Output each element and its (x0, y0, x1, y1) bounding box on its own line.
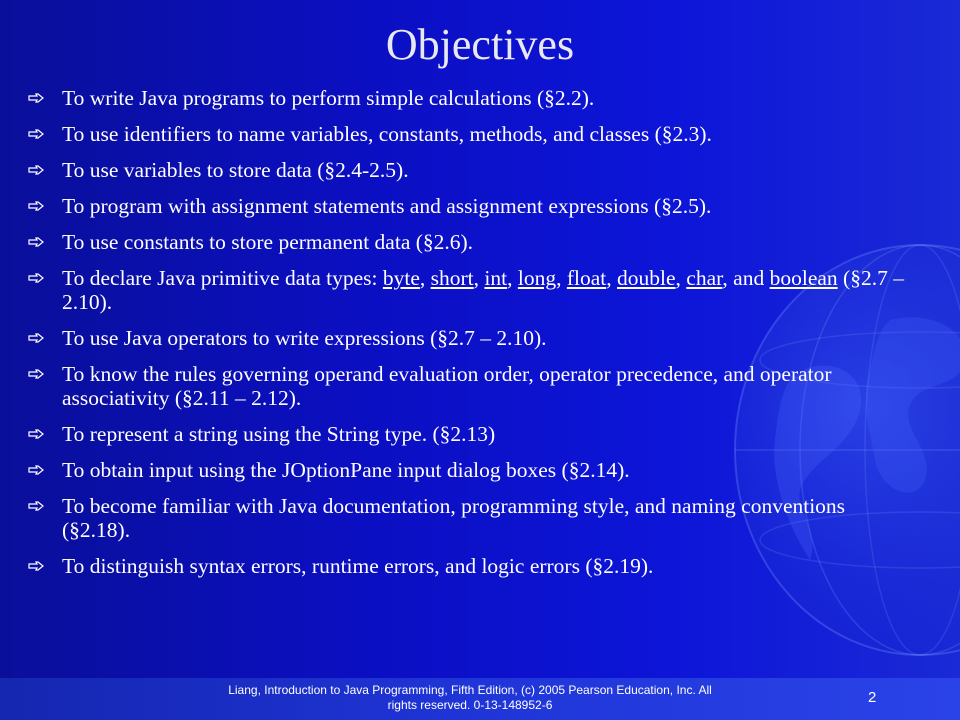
bullet-item (28, 194, 908, 218)
bullet-text: To distinguish syntax errors, runtime errors, and logic errors (§2.19). (62, 554, 654, 578)
objectives-list (28, 86, 908, 590)
type-double: double (617, 266, 676, 290)
type-int: int (484, 266, 508, 290)
separator: , (473, 266, 485, 290)
bullet-item (28, 326, 908, 350)
bullet-item (28, 362, 908, 410)
type-char: char (686, 266, 723, 290)
footer-line-1: Liang, Introduction to Java Programming, Fifth Edition, (c) 2005 Pearson Education, Inc. All (228, 683, 712, 697)
separator: , (419, 266, 431, 290)
pointing-hand-icon (28, 331, 44, 345)
type-byte: byte (382, 266, 420, 290)
bullet-item-data-types (28, 266, 908, 314)
bullet-text: To represent a string using the String type. (§2.13) (62, 422, 496, 446)
pointing-hand-icon (28, 199, 44, 213)
bullet-item (28, 494, 908, 542)
footer-copyright (190, 683, 750, 713)
pointing-hand-icon (28, 427, 44, 441)
bullet-text: To obtain input using the JOptionPane input dialog boxes (§2.14). (62, 458, 630, 482)
pointing-hand-icon (28, 127, 44, 141)
bullet-text: To use Java operators to write expressions (§2.7 – 2.10). (62, 326, 547, 350)
slide-title: Objectives (385, 20, 575, 69)
type-long: long (517, 266, 557, 290)
pointing-hand-icon (28, 463, 44, 477)
bullet-text: To program with assignment statements and assignment expressions (§2.5). (62, 194, 712, 218)
separator: , (507, 266, 518, 290)
type-float: float (566, 266, 607, 290)
bullet-text: To become familiar with Java documentation, programming style, and naming conventions (§2.18). (62, 494, 846, 542)
bullet-item (28, 458, 908, 482)
pointing-hand-icon (28, 91, 44, 105)
pointing-hand-icon (28, 271, 44, 285)
bullet-text: To know the rules governing operand evaluation order, operator precedence, and operator associativity (§2.11 – 2.12). (62, 362, 832, 410)
footer-line-2: rights reserved. 0-13-148952-6 (387, 698, 553, 712)
pointing-hand-icon (28, 235, 44, 249)
bullet-text (62, 266, 904, 314)
bullet-item (28, 230, 908, 254)
bullet-text: To use constants to store permanent data (§2.6). (62, 230, 474, 254)
separator: , (675, 266, 687, 290)
separator: , (556, 266, 567, 290)
pointing-hand-icon (28, 367, 44, 381)
separator: , (606, 266, 617, 290)
separator: , and (722, 266, 770, 290)
type-short: short (430, 266, 474, 290)
bullet-text: To use identifiers to name variables, constants, methods, and classes (§2.3). (62, 122, 712, 146)
bullet-prefix: To declare Java primitive data types: (62, 266, 383, 290)
bullet-item (28, 86, 908, 110)
page-number: 2 (868, 689, 877, 706)
bullet-text: To use variables to store data (§2.4-2.5). (62, 158, 409, 182)
pointing-hand-icon (28, 499, 44, 513)
pointing-hand-icon (28, 559, 44, 573)
bullet-item (28, 158, 908, 182)
bullet-item (28, 122, 908, 146)
type-boolean: boolean (769, 266, 838, 290)
bullet-item (28, 422, 908, 446)
bullet-suffix: (§2.7 – 2.10). (62, 266, 904, 314)
bullet-item (28, 554, 908, 578)
pointing-hand-icon (28, 163, 44, 177)
bullet-text: To write Java programs to perform simple calculations (§2.2). (62, 86, 595, 110)
